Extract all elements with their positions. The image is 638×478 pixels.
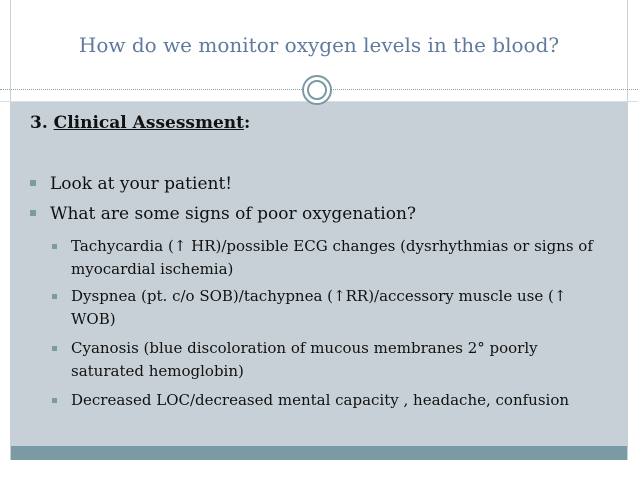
subbullet-square-icon xyxy=(52,398,57,403)
subbullet-square-icon xyxy=(52,346,57,351)
bullet-item xyxy=(30,204,416,224)
subbullet-item xyxy=(52,235,612,281)
bullet-item xyxy=(30,174,232,194)
footer-band xyxy=(11,446,627,460)
divider-circle-inner xyxy=(307,80,327,100)
heading-suffix: : xyxy=(243,113,251,133)
slide-title: How do we monitor oxygen levels in the blood? xyxy=(78,33,560,57)
subbullet-square-icon xyxy=(52,294,57,299)
bullet-square-icon xyxy=(30,180,36,186)
subbullet-text: Decreased LOC/decreased mental capacity , headache, confusion xyxy=(71,391,570,409)
frame-right-border xyxy=(627,0,628,460)
subbullet-item xyxy=(52,337,612,383)
subbullet-square-icon xyxy=(52,244,57,249)
heading-underlined: Clinical Assessment xyxy=(53,113,244,133)
bullet-text: Look at your patient! xyxy=(50,174,233,194)
bullet-square-icon xyxy=(30,210,36,216)
subbullet-item xyxy=(52,389,612,412)
bullet-text: What are some signs of poor oxygenation? xyxy=(50,204,417,224)
subbullet-text: Tachycardia (↑ HR)/possible ECG changes (dysrhythmias or signs of myocardial ischemia) xyxy=(71,237,593,278)
divider-circle-ornament xyxy=(302,75,332,105)
subbullet-item xyxy=(52,285,612,331)
heading-number: 3. xyxy=(30,113,48,133)
subbullet-text: Cyanosis (blue discoloration of mucous membranes 2° poorly saturated hemoglobin) xyxy=(71,339,538,380)
section-heading xyxy=(30,113,250,133)
subbullet-text: Dyspnea (pt. c/o SOB)/tachypnea (↑RR)/accessory muscle use (↑ WOB) xyxy=(71,287,567,328)
